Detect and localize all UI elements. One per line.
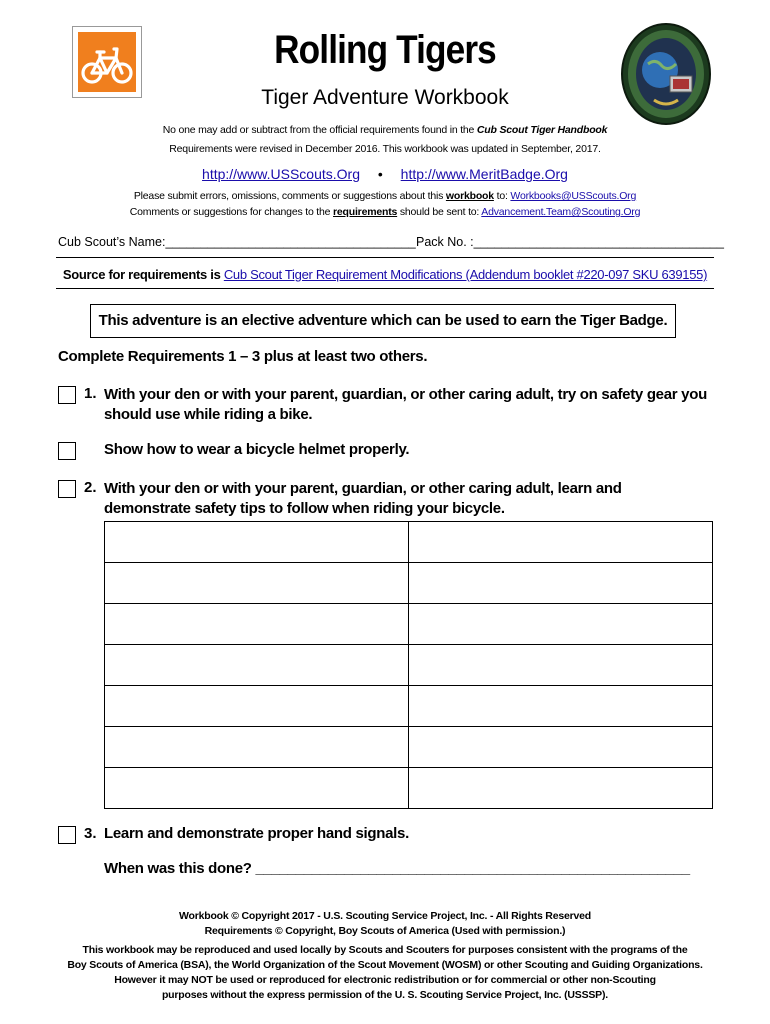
footer-usage-1: This workbook may be reproduced and used locally by Scouts and Scouters for purposes consistent with the programs of the [82, 944, 688, 956]
errors-line [0, 190, 770, 202]
requirement-2-line-1: With your den or with your parent, guardian, or other caring adult, learn and [104, 480, 622, 497]
scout-name-line: ____________________________________ [165, 235, 416, 249]
footer-copyright-requirements: Requirements © Copyright, Boy Scouts of America (Used with permission.) [204, 925, 566, 937]
table-cell[interactable] [105, 563, 409, 604]
table-row [105, 768, 713, 809]
table-cell[interactable] [105, 686, 409, 727]
requirement-2-text [104, 479, 622, 519]
divider-top [56, 257, 714, 258]
table-row [105, 604, 713, 645]
table-row [105, 686, 713, 727]
meritbadge-link[interactable]: http://www.MeritBadge.Org [400, 166, 568, 182]
footer-usage-4: purposes without the express permission of the U. S. Scouting Service Project, Inc. (USSSP). [161, 989, 609, 1001]
pack-number-field[interactable] [416, 235, 724, 249]
elective-box: This adventure is an elective adventure which can be used to earn the Tiger Badge. [90, 304, 676, 338]
table-cell[interactable] [409, 522, 713, 563]
requirement-1b-checkbox[interactable] [58, 442, 76, 460]
links-bullet: • [377, 166, 383, 182]
table-cell[interactable] [409, 604, 713, 645]
requirement-2-checkbox[interactable] [58, 480, 76, 498]
page-subtitle: Tiger Adventure Workbook [261, 86, 509, 109]
complete-note: Complete Requirements 1 – 3 plus at least two others. [58, 348, 428, 365]
usscouts-link[interactable]: http://www.USScouts.Org [202, 166, 360, 182]
footer [0, 909, 770, 1003]
requirement-1-line-1: With your den or with your parent, guardian, or other caring adult, try on safety gear you [104, 386, 707, 403]
when-done-label: When was this done? [104, 860, 256, 877]
divider-bottom [56, 288, 714, 289]
workbooks-email-link[interactable]: Workbooks@USScouts.Org [510, 190, 637, 202]
safety-tips-table [104, 521, 713, 809]
requirement-3-checkbox[interactable] [58, 826, 76, 844]
advancement-email-link[interactable]: Advancement.Team@Scouting.Org [481, 206, 641, 218]
scout-name-field[interactable] [58, 235, 416, 249]
notice-prefix: No one may add or subtract from the official requirements found in the [162, 124, 477, 136]
footer-usage-3: However it may NOT be used or reproduced for electronic redistribution or for commercial or other non-Scouting [114, 974, 656, 986]
footer-usage-2: Boy Scouts of America (BSA), the World Organization of the Scout Movement (WOSM) or other Scouting and Guiding Organizations. [67, 959, 703, 971]
table-cell[interactable] [409, 645, 713, 686]
changes-mid: should be sent to: [397, 206, 482, 218]
table-cell[interactable] [105, 604, 409, 645]
revision-note: Requirements were revised in December 2016. This workbook was updated in September, 2017. [169, 143, 601, 155]
requirement-1-text [104, 385, 707, 425]
source-label: Source for requirements is [62, 267, 224, 282]
errors-prefix: Please submit errors, omissions, comments or suggestions about this [133, 190, 446, 202]
requirement-2-number: 2. [84, 479, 97, 496]
when-done-field[interactable] [104, 860, 690, 877]
notice-line [0, 124, 770, 136]
table-row [105, 727, 713, 768]
pack-number-line: ____________________________________ [473, 235, 724, 249]
requirement-1-line-2: should use while riding a bike. [104, 406, 313, 423]
table-row [105, 645, 713, 686]
table-cell[interactable] [105, 645, 409, 686]
footer-copyright-workbook: Workbook © Copyright 2017 - U.S. Scouting Service Project, Inc. - All Rights Reserved [178, 910, 591, 922]
requirement-2-line-2: demonstrate safety tips to follow when riding your bicycle. [104, 500, 505, 517]
errors-word: workbook [445, 190, 494, 202]
links-row [0, 166, 770, 182]
requirement-1-number: 1. [84, 385, 97, 402]
table-cell[interactable] [409, 686, 713, 727]
changes-prefix: Comments or suggestions for changes to the [129, 206, 334, 218]
table-cell[interactable] [105, 522, 409, 563]
errors-mid: to: [493, 190, 511, 202]
changes-word: requirements [333, 206, 398, 218]
changes-line [0, 206, 770, 218]
page-title: Rolling Tigers [274, 28, 496, 72]
table-cell[interactable] [409, 727, 713, 768]
notice-handbook: Cub Scout Tiger Handbook [476, 124, 608, 136]
table-row [105, 522, 713, 563]
requirement-1b-text: Show how to wear a bicycle helmet properly. [104, 441, 410, 458]
table-cell[interactable] [409, 768, 713, 809]
table-row [105, 563, 713, 604]
requirement-1-checkbox[interactable] [58, 386, 76, 404]
scout-name-label: Cub Scout’s Name: [58, 235, 166, 249]
requirement-3-text: Learn and demonstrate proper hand signals. [104, 825, 409, 842]
source-line [0, 267, 770, 282]
source-link[interactable]: Cub Scout Tiger Requirement Modifications (Addendum booklet #220-097 SKU 639155) [223, 267, 708, 282]
table-cell[interactable] [105, 727, 409, 768]
when-done-line: ______________________________________________________ [255, 860, 690, 877]
requirement-3-number: 3. [84, 825, 97, 842]
pack-number-label: Pack No. : [416, 235, 474, 249]
table-cell[interactable] [409, 563, 713, 604]
table-cell[interactable] [105, 768, 409, 809]
